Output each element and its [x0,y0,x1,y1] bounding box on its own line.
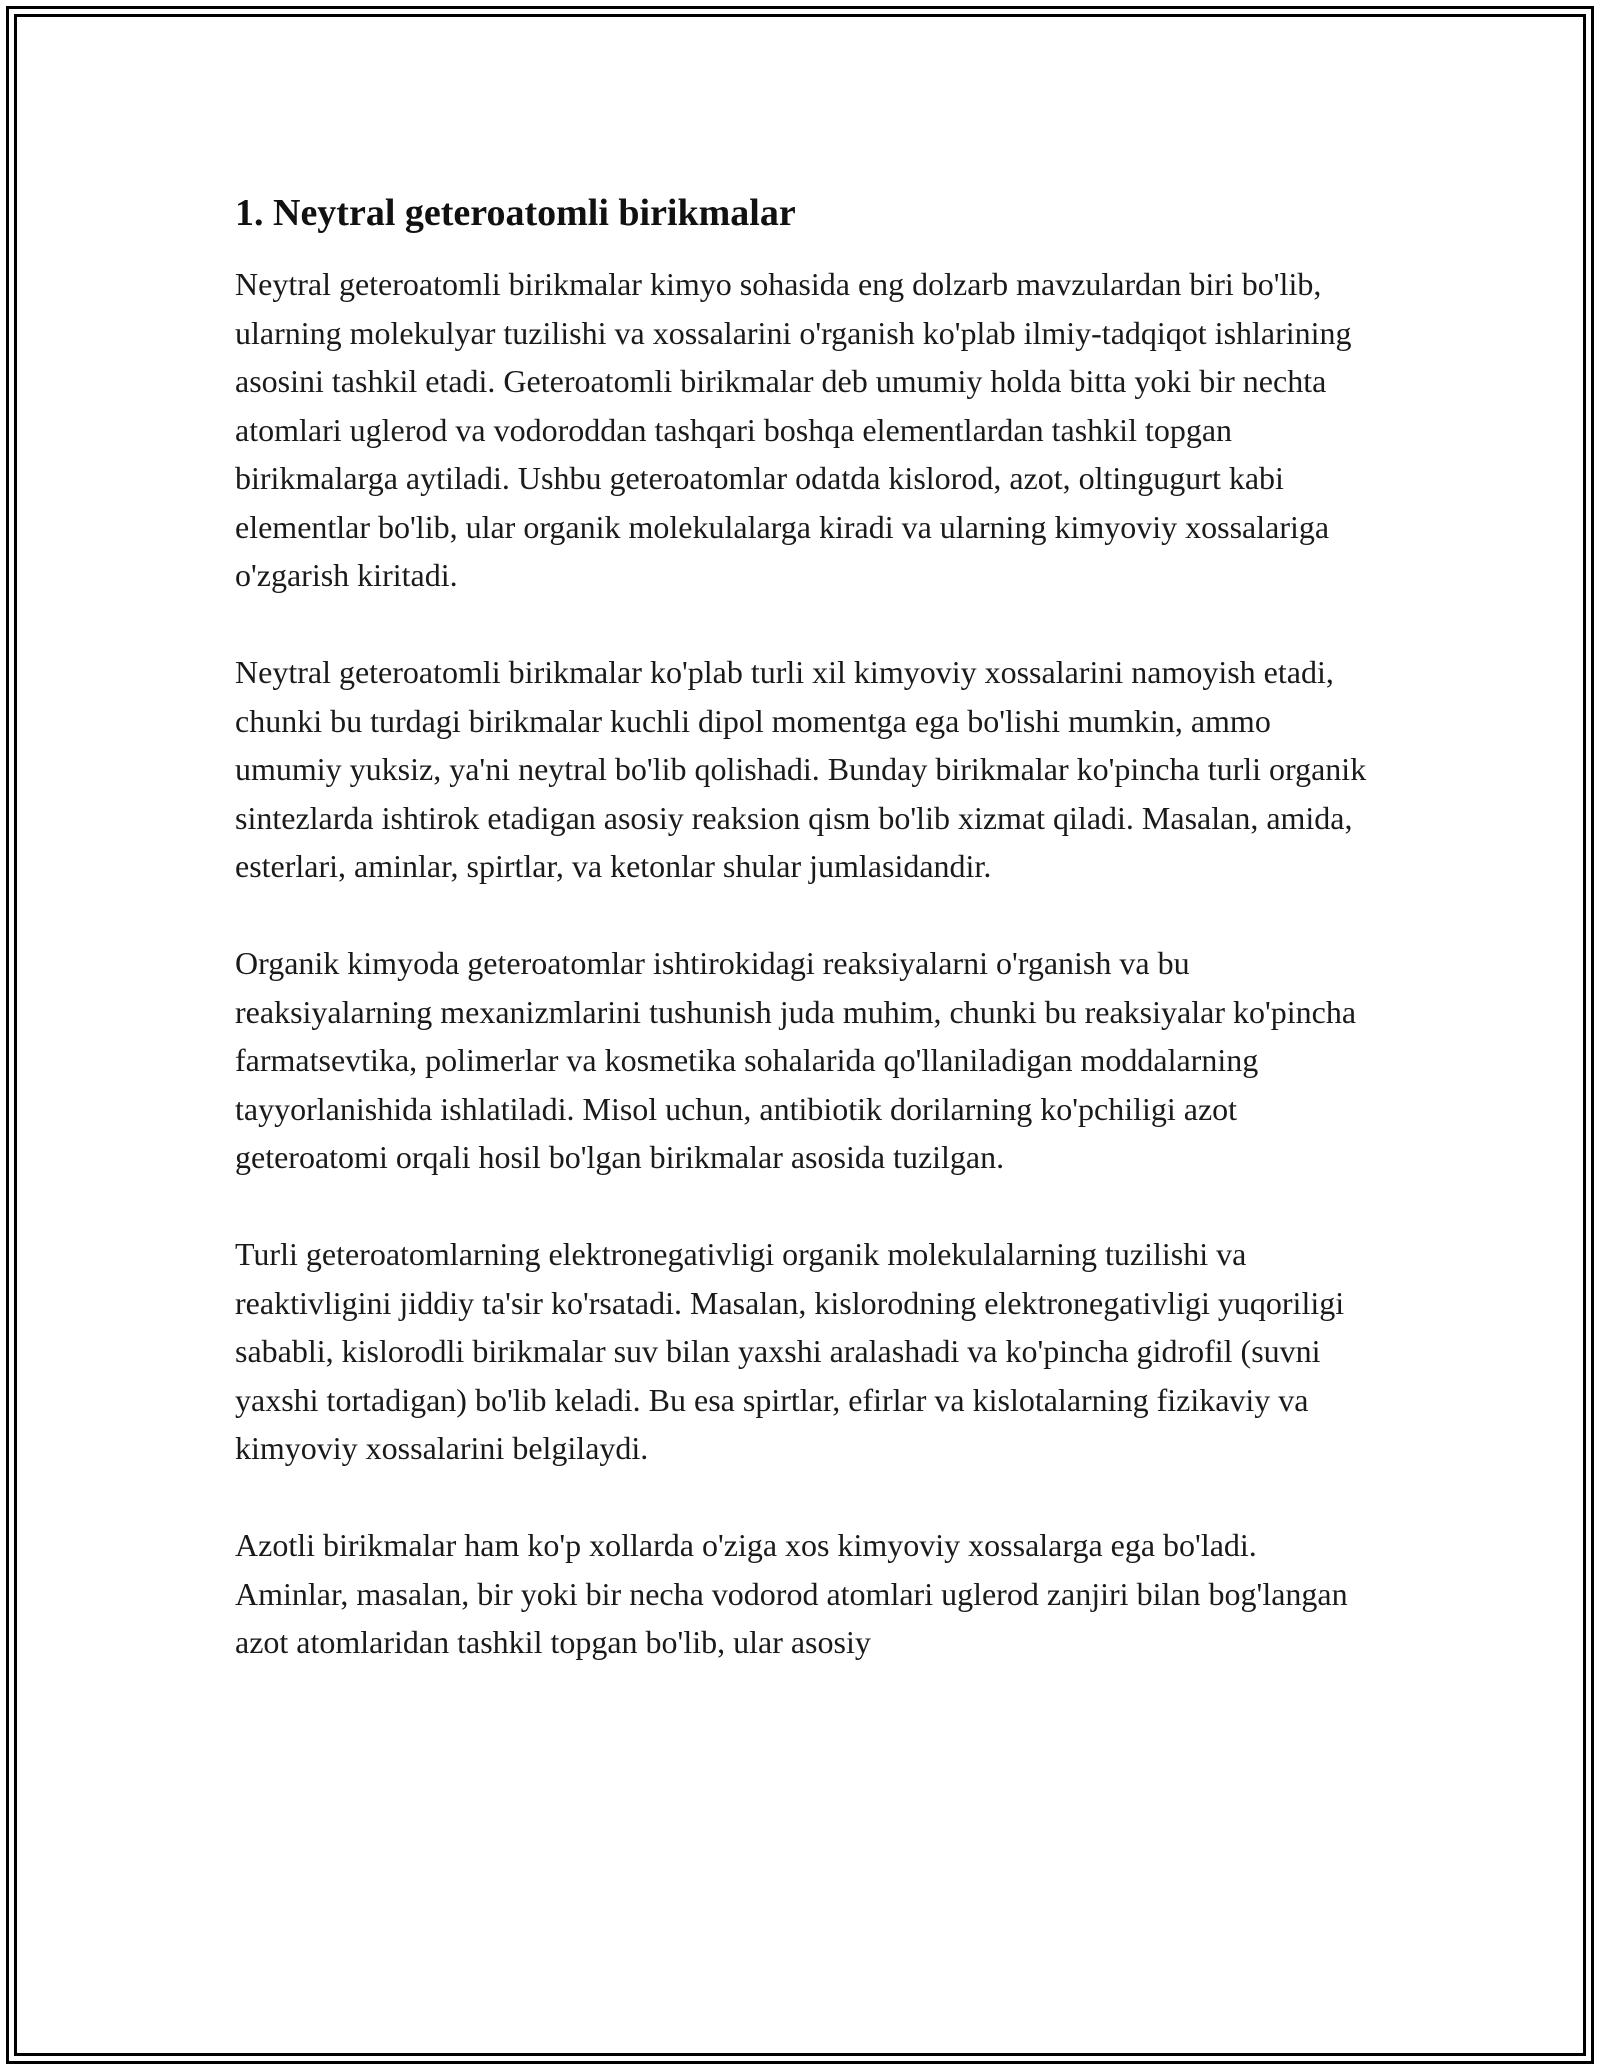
section-heading: 1. Neytral geteroatomli birikmalar [235,192,796,234]
paragraph-3: Organik kimyoda geteroatomlar ishtirokidagi reaksiyalarni o'rganish va bu reaksiyalarning mexanizmlarini tushunish juda muhim, chunki bu reaksiyalar ko'pincha farmatsevtika, polimerlar va kosmetika sohalarida qo'llaniladigan moddalarning tayyorlanishida ishlatiladi. Misol uchun, antibiotik dorilarning ko'pchiligi azot geteroatomi orqali hosil bo'lgan birikmalar asosida tuzilgan. [235,945,1357,1175]
paragraph-4: Turli geteroatomlarning elektronegativligi organik molekulalarning tuzilishi va reaktivligini jiddiy ta'sir ko'rsatadi. Masalan, kislorodning elektronegativligi yuqoriligi sababli, kislorodli birikmalar suv bilan yaxshi aralashadi va ko'pincha gidrofil (suvni yaxshi tortadigan) bo'lib keladi. Bu esa spirtlar, efirlar va kislotalarning fizikaviy va kimyoviy xossalarini belgilaydi. [235,1236,1345,1466]
paragraph-2: Neytral geteroatomli birikmalar ko'plab turli xil kimyoviy xossalarini namoyish etadi, chunki bu turdagi birikmalar kuchli dipol momentga ega bo'lishi mumkin, ammo umumiy yuksiz, ya'ni neytral bo'lib qolishadi. Bunday birikmalar ko'pincha turli organik sintezlarda ishtirok etadigan asosiy reaksion qism bo'lib xizmat qiladi. Masalan, amida, esterlari, aminlar, spirtlar, va ketonlar shular jumlasidandir. [235,654,1367,884]
paragraph-5: Azotli birikmalar ham ko'p xollarda o'ziga xos kimyoviy xossalarga ega bo'ladi. Aminlar, masalan, bir yoki bir necha vodorod atomlari uglerod zanjiri bilan bog'langan azot atomlaridan tashkil topgan bo'lib, ular asosiy [235,1527,1348,1660]
paragraph-1: Neytral geteroatomli birikmalar kimyo sohasida eng dolzarb mavzulardan biri bo'lib, ularning molekulyar tuzilishi va xossalarini o'rganish ko'plab ilmiy-tadqiqot ishlarining asosini tashkil etadi. Geteroatomli birikmalar deb umumiy holda bitta yoki bir nechta atomlari uglerod va vodoroddan tashqari boshqa elementlardan tashkil topgan birikmalarga aytiladi. Ushbu geteroatomlar odatda kislorod, azot, oltingugurt kabi elementlar bo'lib, ular organik molekulalarga kiradi va ularning kimyoviy xossalariga o'zgarish kiritadi. [235,266,1352,593]
document-body [235,186,1375,1667]
